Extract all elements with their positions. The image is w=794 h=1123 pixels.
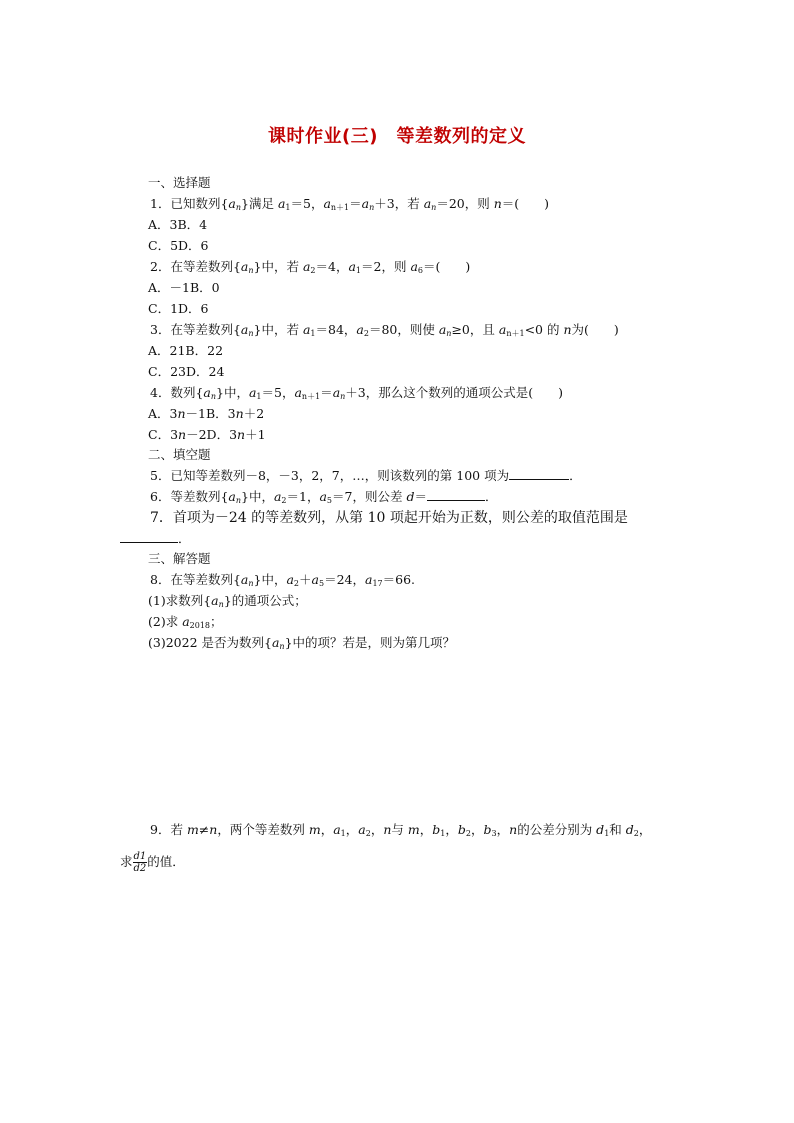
q3-options-cd: C．23D．24 [148,364,225,379]
section-heading-solve: 三、解答题 [148,551,211,566]
q8-part-3: (3)2022 是否为数列$\{a_n\}$中的项？若是，则为第几项？ [148,635,456,651]
q4-options-ab: A．3n－1B．3n＋2 [148,406,265,421]
q8-part-2: (2)求 $a_{2018}$； [148,614,223,630]
question-9: 9．若 m≠n，两个等差数列 m，$a_1$，$a_2$，n与 m，$b_1$，$b_2$，$b_3$，n的公差分别为 $d_1$和 $d_2$， [150,822,652,838]
q2-options-ab: A．－1B．0 [148,280,220,295]
q9-line-2: 求 $\frac{d1}{d2}$ 的值． [120,851,185,874]
section-heading-choice: 一、选择题 [148,175,211,190]
question-5: 5．已知等差数列－8，－3，2，7，…，则该数列的第 100 项为 ． [150,468,582,483]
question-2: 2．在等差数列$\{a_n\}$中，若 $a_2=4$，$a_1=2$，则 $a_6=$( ) [150,259,471,275]
q2-options-cd: C．1D．6 [148,301,209,316]
question-8: 8．在等差数列$\{a_n\}$中，$a_2+a_5=24$，$a_{17}=66$. [150,572,416,588]
question-1: 1．已知数列$\{a_n\}$满足 $a_1=5$，$a_{n+1}=a_n+3$，若 $a_n=20$，则 n＝( ) [150,196,550,212]
question-4: 4．数列$\{a_n\}$中，$a_1=5$，$a_{n+1}=a_n+3$，那么这个数列的通项公式是( ) [150,385,564,401]
q7-answer-line: ． [120,531,191,547]
page-title: 课时作业(三) 等差数列的定义 [268,126,526,147]
question-7: 7．首项为－24 的等差数列，从第 10 项起开始为正数，则公差的取值范围是 [150,510,628,526]
question-3: 3．在等差数列$\{a_n\}$中，若 $a_1=84$，$a_2=80$，则使 $a_n\ge 0$，且 $a_{n+1}<0$ 的 n为( ) [150,322,619,338]
answer-blank [120,531,178,543]
fraction-d1-over-d2: $\frac{d1}{d2}$ [133,851,147,874]
q3-options-ab: A．21B．22 [148,343,224,358]
q8-part-1: (1)求数列$\{a_n\}$的通项公式； [148,593,307,609]
answer-blank [427,489,485,501]
q1-options-ab: A．3B．4 [148,217,208,232]
answer-blank [509,468,569,480]
question-6: 6．等差数列$\{a_n\}$中，$a_2=1$，$a_5=7$，则公差 d＝ ． [150,489,498,505]
q1-options-cd: C．5D．6 [148,238,209,253]
section-heading-fill: 二、填空题 [148,447,211,462]
q4-options-cd: C．3n－2D．3n＋1 [148,427,266,442]
